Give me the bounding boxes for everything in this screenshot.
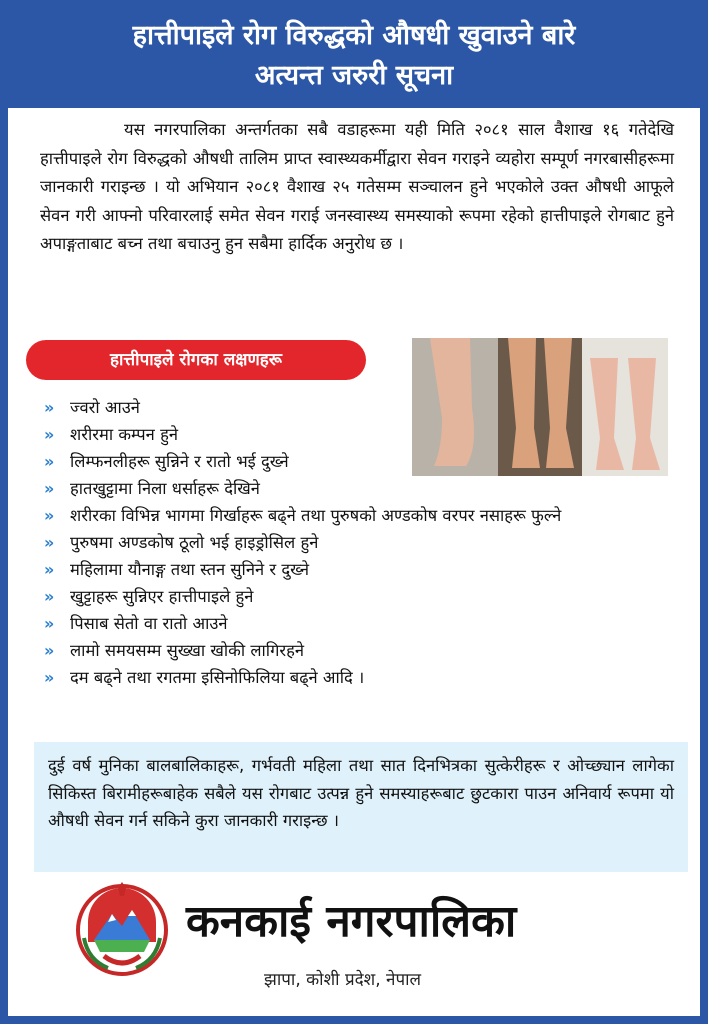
list-item — [44, 421, 664, 448]
organization-name: कनकाई नगरपालिका — [186, 896, 517, 947]
list-item — [44, 448, 664, 475]
list-item — [44, 529, 664, 556]
header-banner — [0, 0, 708, 108]
content-panel — [8, 108, 700, 1016]
chevron-double-right-icon: » — [44, 641, 55, 660]
list-item — [44, 664, 664, 691]
intro-paragraph — [40, 116, 674, 259]
chevron-double-right-icon: » — [44, 614, 55, 633]
chevron-double-right-icon: » — [44, 533, 55, 552]
intro-first-line: यस नगरपालिका अन्तर्गतका सबै वडाहरूमा यही मिति २०८१ — [124, 120, 509, 139]
chevron-double-right-icon: » — [44, 506, 55, 525]
exemption-notice-box — [34, 742, 688, 872]
list-item — [44, 502, 664, 529]
list-item — [44, 583, 664, 610]
symptom-text: लामो समयसम्म सुख्खा खोकी लागिरहने — [70, 641, 305, 660]
chevron-double-right-icon: » — [44, 452, 55, 471]
symptoms-heading: हात्तीपाइले रोगका लक्षणहरू — [26, 340, 366, 380]
list-item — [44, 637, 664, 664]
list-item — [44, 556, 664, 583]
symptom-text: ज्वरो आउने — [70, 398, 140, 417]
chevron-double-right-icon: » — [44, 560, 55, 579]
chevron-double-right-icon: » — [44, 398, 55, 417]
page-subtitle: अत्यन्त जरुरी सूचना — [254, 60, 454, 91]
symptom-text: हातखुट्टामा निला धर्साहरू देखिने — [70, 479, 260, 498]
chevron-double-right-icon: » — [44, 587, 55, 606]
symptom-list — [44, 394, 664, 691]
chevron-double-right-icon: » — [44, 425, 55, 444]
list-item — [44, 610, 664, 637]
symptom-text: खुट्टाहरू सुन्निएर हात्तीपाइले हुने — [70, 587, 254, 606]
symptom-text: शरीरका विभिन्न भागमा गिर्खाहरू बढ्ने तथा पुरुषको अण्डकोष वरपर नसाहरू फुल्ने — [70, 506, 562, 525]
government-emblem-icon — [74, 882, 170, 978]
symptom-text: पिसाब सेतो वा रातो आउने — [70, 614, 228, 633]
symptom-text: लिम्फनलीहरू सुन्निने र रातो भई दुख्ने — [70, 452, 289, 471]
symptom-text: दम बढ्ने तथा रगतमा इसिनोफिलिया बढ्ने आदि । — [70, 668, 365, 687]
exemption-notice-text: दुई वर्ष मुनिका बालबालिकाहरू, गर्भवती महिला तथा सात दिनभित्रका सुत्केरीहरू र ओच्छ्यान लागेका सिकिस्त बिरामीहरूबाहेक सबैले यस रोगबाट उत्पन्न हुने समस्याहरूबाट छुटकारा पाउन अनिवार्य रूपमा यो औषधी सेवन गर्न सकिने कुरा जानकारी गराइन्छ । — [48, 756, 674, 830]
organization-address: झापा, कोशी प्रदेश, नेपाल — [264, 970, 422, 990]
intro-body: साल वैशाख १६ गतेदेखि हात्तीपाइले रोग विरुद्धको औषधी तालिम प्राप्त स्वास्थ्यकर्मीद्वारा सेवन गराइने व्यहोरा सम्पूर्ण नगरबासीहरूमा जानकारी गराइन्छ । यो अभियान २०८१ वैशाख २५ गतेसम्म सञ्चालन हुने भएकोले उक्त औषधी आफूले सेवन गरी आफ्नो परिवारलाई समेत सेवन गराई जनस्वास्थ्य समस्याको रूपमा रहेको हात्तीपाइले रोगबाट हुने अपाङ्गताबाट बच्न तथा बचाउनु हुन सबैमा हार्दिक अनुरोध छ । — [40, 120, 674, 253]
symptom-text: शरीरमा कम्पन हुने — [70, 425, 179, 444]
list-item — [44, 475, 664, 502]
chevron-double-right-icon: » — [44, 479, 55, 498]
symptom-text: महिलामा यौनाङ्ग तथा स्तन सुनिने र दुख्ने — [70, 560, 310, 579]
symptom-text: पुरुषमा अण्डकोष ठूलो भई हाइड्रोसिल हुने — [70, 533, 319, 552]
chevron-double-right-icon: » — [44, 668, 55, 687]
list-item — [44, 394, 664, 421]
page-title: हात्तीपाइले रोग विरुद्धको औषधी खुवाउने बारे — [132, 20, 576, 51]
